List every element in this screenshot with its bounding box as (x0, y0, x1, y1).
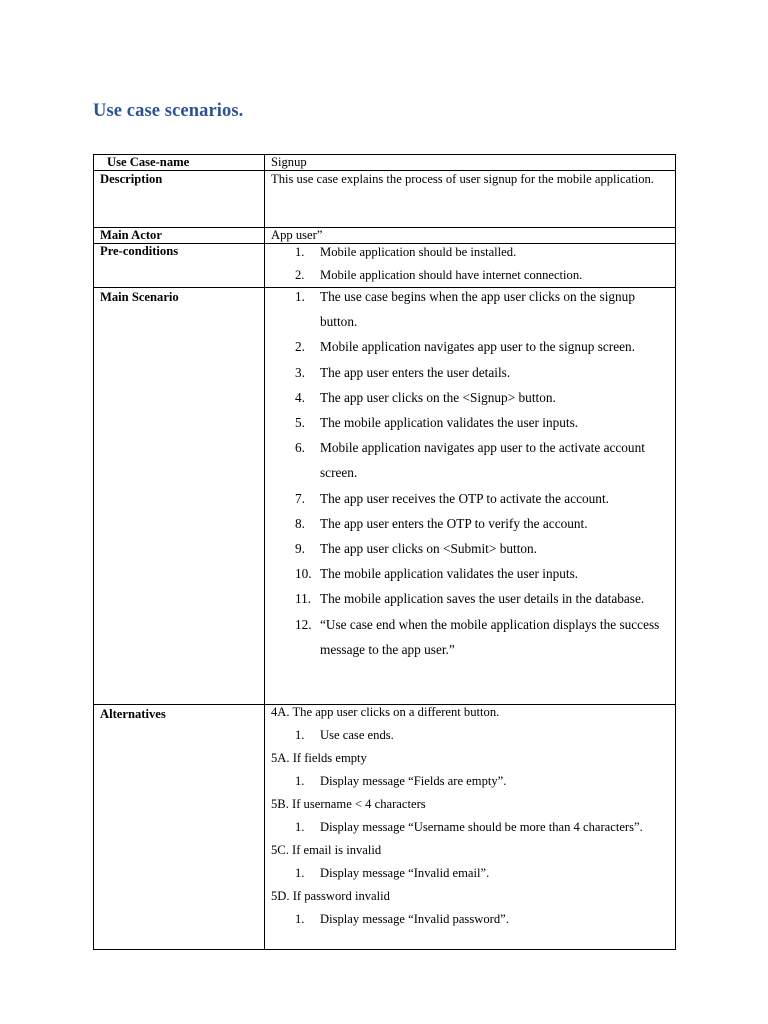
list-item-number: 1. (295, 289, 305, 304)
list-item-text: Mobile application should be installed. (320, 245, 517, 259)
alternatives-label: Alternatives (94, 705, 265, 950)
alternative-heading: 4A. The app user clicks on a different button. (271, 705, 500, 719)
table-row (94, 705, 676, 950)
list-item (271, 334, 675, 359)
list-item-number: 1. (295, 912, 305, 926)
use-case-name-value: Signup (265, 155, 676, 171)
list-item-number: 7. (295, 490, 305, 506)
list-item-number: 4. (295, 389, 305, 405)
alternative-step (271, 862, 675, 885)
list-item-text: The app user clicks on the <Signup> button. (320, 389, 556, 405)
list-item-text: The app user enters the OTP to verify the account. (320, 515, 588, 531)
list-item (271, 385, 675, 410)
alternative-step-text: Display message “Invalid password”. (320, 912, 509, 926)
use-case-name-label: Use Case-name (94, 155, 265, 171)
use-case-table (93, 154, 676, 950)
alternative-step-text: Display message “Username should be more than 4 characters”. (320, 820, 643, 834)
page-title: Use case scenarios. (93, 101, 244, 121)
alternative-step-text: Use case ends. (320, 728, 394, 742)
list-item (271, 241, 675, 264)
list-item (271, 612, 675, 662)
list-item-number: 1. (295, 774, 305, 788)
list-item-number: 10. (295, 566, 312, 582)
list-item (271, 284, 675, 334)
list-item-text: The app user clicks on <Submit> button. (320, 541, 538, 557)
main-actor-label: Main Actor (94, 228, 265, 244)
list-item (271, 561, 675, 586)
list-item (271, 486, 675, 511)
list-item (271, 511, 675, 536)
list-item-text: The mobile application validates the user inputs. (320, 415, 579, 431)
description-label: Description (94, 171, 265, 228)
preconditions-cell (265, 244, 676, 288)
description-cell (265, 171, 676, 228)
list-item-text: The mobile application validates the user inputs. (320, 566, 579, 582)
list-item-number: 2. (295, 339, 305, 355)
alternatives-cell (265, 705, 676, 950)
list-item-number: 3. (295, 364, 305, 380)
main-scenario-list (271, 284, 675, 662)
list-item-text: The use case begins when the app user clicks on the signup button. (320, 289, 635, 330)
alternative-step-text: Display message “Fields are empty”. (320, 774, 507, 788)
list-item (271, 435, 675, 485)
list-item-text: The app user enters the user details. (320, 364, 511, 380)
table-row (94, 171, 676, 228)
list-item-text: The mobile application saves the user details in the database. (320, 591, 645, 607)
table-row (94, 244, 676, 288)
list-item-number: 2. (295, 268, 305, 282)
preconditions-label: Pre-conditions (94, 244, 265, 288)
list-item-number: 11. (295, 591, 312, 607)
list-item-number: 8. (295, 515, 305, 531)
list-item-text: Mobile application navigates app user to the signup screen. (320, 339, 635, 355)
list-item-number: 1. (295, 820, 305, 834)
list-item (271, 410, 675, 435)
alternative-step (271, 770, 675, 793)
list-item-text: Mobile application navigates app user to the activate account screen. (320, 440, 645, 481)
main-scenario-cell (265, 288, 676, 705)
list-item (271, 536, 675, 561)
list-item-number: 1. (295, 728, 305, 742)
alternative-heading: 5D. If password invalid (271, 889, 390, 903)
list-item-number: 5. (295, 415, 305, 431)
list-item-number: 1. (295, 866, 305, 880)
preconditions-list (271, 241, 675, 287)
alternative-heading: 5A. If fields empty (271, 751, 367, 765)
list-item-number: 1. (295, 245, 305, 259)
description-value: This use case explains the process of user signup for the mobile application. (271, 172, 654, 186)
alternative-step (271, 908, 675, 931)
main-scenario-label: Main Scenario (94, 288, 265, 705)
alternative-heading: 5C. If email is invalid (271, 843, 382, 857)
list-item-number: 6. (295, 440, 305, 456)
list-item-text: Mobile application should have internet connection. (320, 268, 583, 282)
alternative-step (271, 724, 675, 747)
alternatives-list (271, 701, 675, 931)
main-actor-value: App user” (265, 228, 676, 244)
alternative-step-text: Display message “Invalid email”. (320, 866, 490, 880)
list-item-text: “Use case end when the mobile application displays the success message to the app user.” (320, 616, 660, 657)
list-item-number: 9. (295, 541, 305, 557)
list-item (271, 360, 675, 385)
list-item (271, 586, 675, 611)
alternative-heading: 5B. If username < 4 characters (271, 797, 426, 811)
list-item-number: 12. (295, 616, 312, 632)
alternative-step (271, 816, 675, 839)
table-row (94, 288, 676, 705)
list-item-text: The app user receives the OTP to activate the account. (320, 490, 609, 506)
